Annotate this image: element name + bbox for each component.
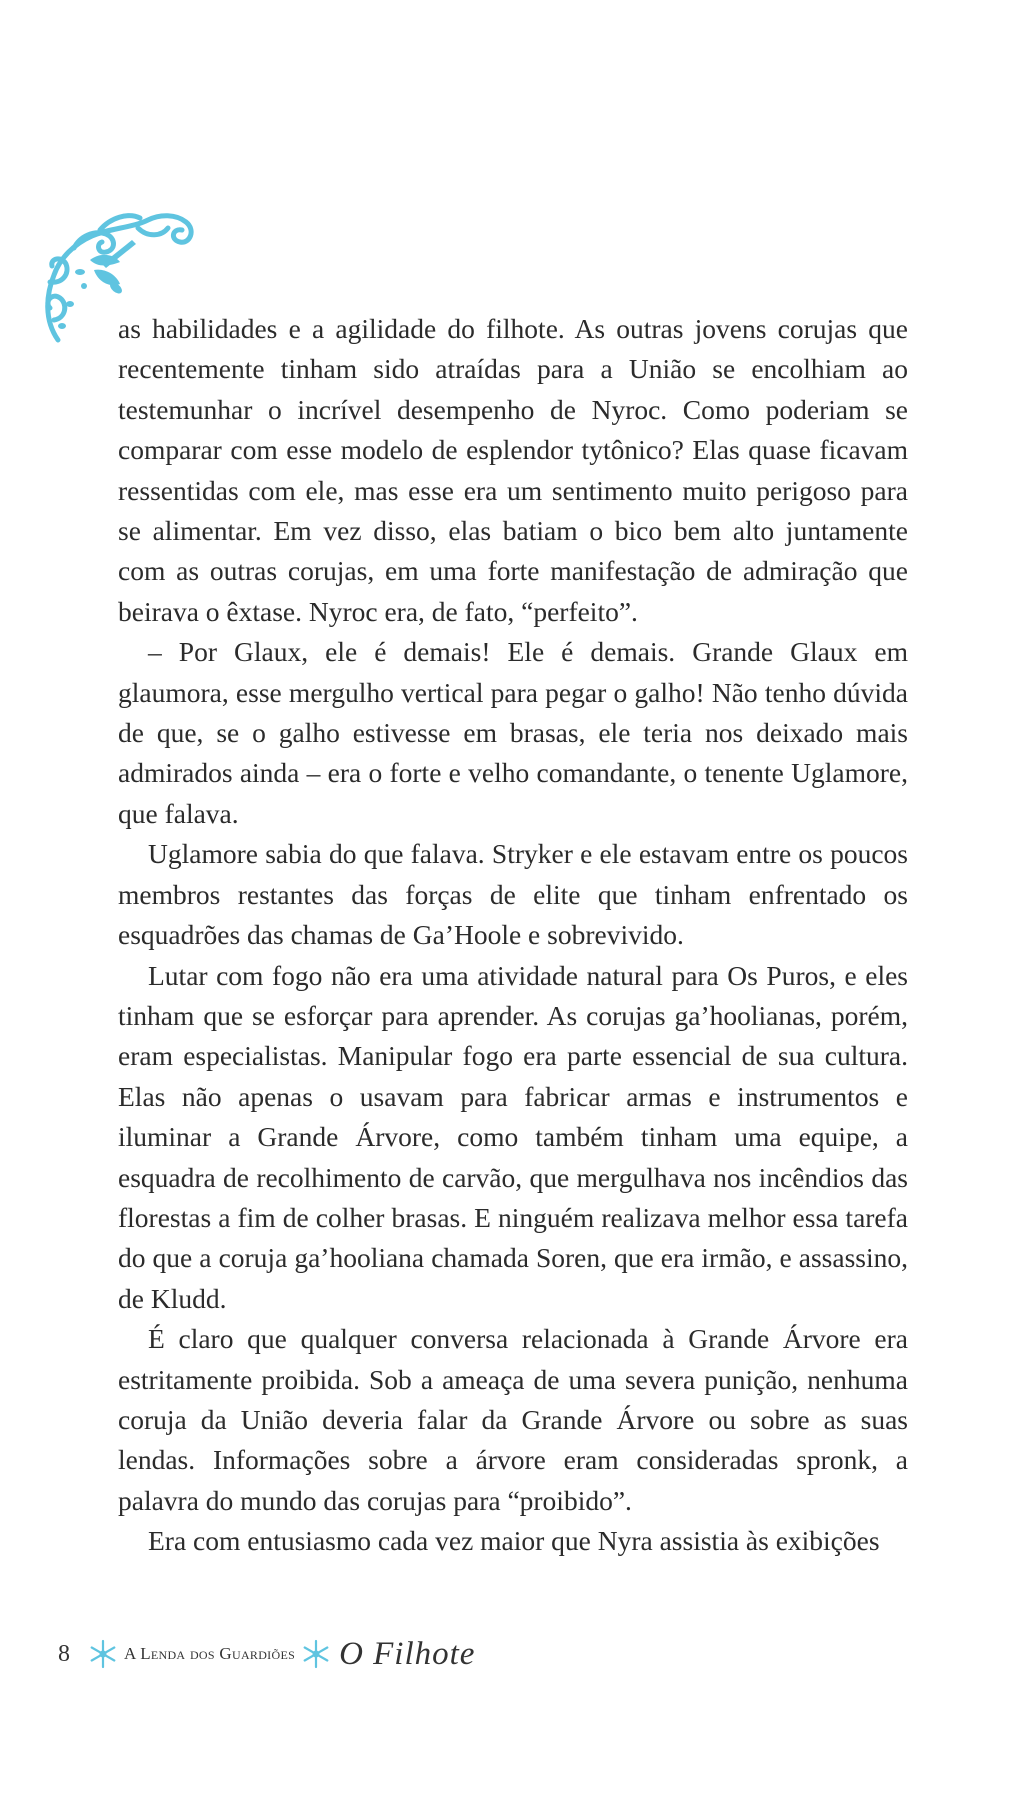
- paragraph: Era com entusiasmo cada vez maior que Nyra assistia às exibições: [148, 1525, 880, 1557]
- paragraph: Lutar com fogo não era uma atividade natural para Os Puros, e eles tinham que se esforçar para aprender. As corujas ga’hoolianas, porém, eram especialistas. Manipular fogo era parte essencial de sua cultura. Elas não apenas o usavam para fabricar armas e instrumentos e iluminar a Grande Árvore, como também tinham uma equipe, a esquadra de recolhimento de carvão, que mergulhava nos incêndios das florestas a fim de colher brasas. E ninguém realizava melhor essa tarefa do que a coruja ga’hooliana chamada Soren, que era irmão, e assassino, de Kludd.: [118, 959, 908, 1314]
- page-body-text: [118, 309, 908, 1562]
- snowflake-icon: [301, 1639, 331, 1669]
- page-footer: [58, 1636, 475, 1672]
- snowflake-icon: [88, 1639, 118, 1669]
- paragraph: É claro que qualquer conversa relacionada à Grande Árvore era estritamente proibida. Sob a ameaça de uma severa punição, nenhuma coruja da União deveria falar da Grande Árvore ou sobre as suas lendas. Informações sobre a árvore eram consideradas spronk, a palavra do mundo das corujas para “proibido”.: [118, 1323, 908, 1516]
- paragraph: Uglamore sabia do que falava. Stryker e ele estavam entre os poucos membros restantes das forças de elite que tinham enfrentado os esquadrões das chamas de Ga’Hoole e sobrevivido.: [118, 838, 908, 951]
- series-title: A Lenda dos Guardiões: [124, 1644, 296, 1663]
- paragraph: as habilidades e a agilidade do filhote. As outras jovens corujas que recentemente tinham sido atraídas para a União se encolhiam ao testemunhar o incrível desempenho de Nyroc. Como poderiam se comparar com esse modelo de esplendor tytônico? Elas quase ficavam ressentidas com ele, mas esse era um sentimento muito perigoso para se alimentar. Em vez disso, elas batiam o bico bem alto juntamente com as outras corujas, em uma forte manifestação de admiração que beirava o êxtase. Nyroc era, de fato, “perfeito”.: [118, 313, 908, 627]
- paragraph: – Por Glaux, ele é demais! Ele é demais. Grande Glaux em glaumora, esse mergulho vertical para pegar o galho! Não tenho dúvida de que, se o galho estivesse em brasas, ele teria nos deixado mais admirados ainda – era o forte e velho comandante, o tenente Uglamore, que falava.: [118, 636, 908, 829]
- page-number: 8: [58, 1640, 70, 1667]
- book-title: O Filhote: [339, 1635, 476, 1672]
